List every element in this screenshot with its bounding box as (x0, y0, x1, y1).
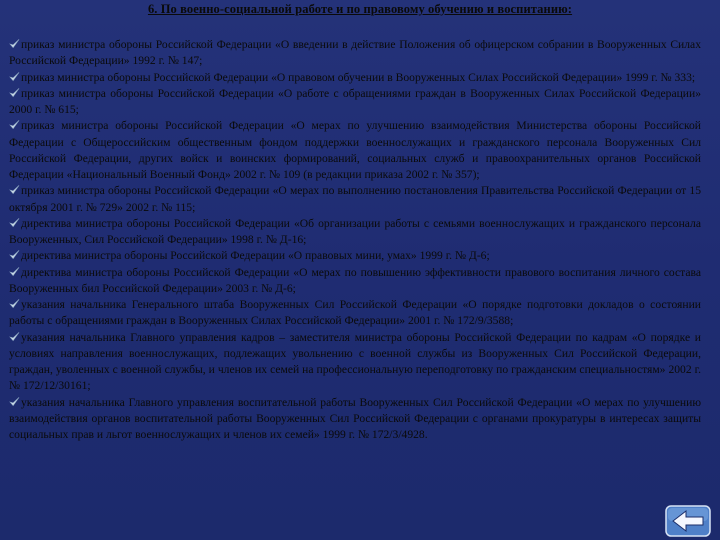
list-item-text: приказ министра обороны Российской Федерации «О мерах по улучшению взаимодействия Министерства обороны Российской Федерации с Общероссийским общественным фондом поддержки военнослужащих и гражданского персонала Вооруженных Сил Российской Федерации, других войск и воинских формирований, социальных служб и правоохранительных органов Российской Федерации «Национальный Военный Фонд» 2002 г. № 109 (в редакции приказа 2002 г. № 357); (9, 119, 701, 181)
list-item-text: приказ министра обороны Российской Федерации «О работе с обращениями граждан в Вооруженных Силах Российской Федерации» 2000 г. № 615; (9, 86, 701, 116)
list-item-text: указания начальника Главного управления воспитательной работы Вооруженных Сил Российской Федерации «О мерах по улучшению взаимодействия органов воспитательной работы Вооруженных Сил Российской Федерации с органами прокуратуры в интересах защиты социальных прав и льгот военнослужащих и членов их семей» 1999 г. № 172/3/4928. (9, 395, 701, 441)
list-item (9, 70, 701, 86)
check-icon (9, 249, 20, 260)
check-icon (9, 87, 20, 98)
list-item (9, 216, 701, 249)
check-icon (9, 184, 20, 195)
check-icon (9, 396, 20, 407)
list-item-text: указания начальника Главного управления кадров – заместителя министра обороны Российской Федерации по кадрам «О порядке и условиях направления военнослужащих, подлежащих увольнению с военной службы из Вооруженных Сил Российской Федерации, граждан, уволенных с военной службы, и членов их семей на профессиональную переподготовку по гражданским специальностям» 2002 г. № 172/12/30161; (9, 330, 701, 393)
list-item-text: директива министра обороны Российской Федерации «Об организации работы с семьями военнослужащих и гражданского персонала Вооруженных, Сил Российской Федерации» 1998 г. № Д-16; (9, 216, 701, 246)
list-item-text: указания начальника Генерального штаба Вооруженных Сил Российской Федерации «О порядке подготовки докладов о состоянии работы с обращениями граждан в Вооруженных Силах Российской Федерации» 2001 г. № 172/9/3588; (9, 298, 701, 328)
list-item (9, 86, 701, 119)
list-item-text: директива министра обороны Российской Федерации «О правовых мини, умах» 1999 г. № Д-6; (21, 249, 490, 263)
list-item (9, 248, 701, 264)
check-icon (9, 266, 20, 277)
check-icon (9, 217, 20, 228)
slide-title: 6. По военно-социальной работе и по правовому обучению и воспитанию: (147, 2, 573, 16)
check-icon (9, 331, 20, 342)
check-icon (9, 119, 20, 130)
back-arrow-icon[interactable] (665, 505, 711, 537)
list-item (9, 330, 701, 395)
check-icon (9, 298, 20, 309)
list-item-text: директива министра обороны Российской Федерации «О мерах по повышению эффективности правового воспитания личного состава Вооруженных бил Российской Федерации» 2003 г. № Д-6; (9, 265, 701, 295)
check-icon (9, 71, 20, 82)
list-item-text: приказ министра обороны Российской Федерации «О введении в действие Положения об офицерском собрании в Вооруженных Силах Российской Федерации» 1992 г. № 147; (9, 38, 701, 68)
list-item (9, 297, 701, 330)
list-item-text: приказ министра обороны Российской Федерации «О мерах по выполнению постановления Правительства Российской Федерации от 15 октября 2001 г. № 729» 2002 г. № 115; (9, 184, 701, 214)
check-icon (9, 38, 20, 49)
list-item-text: приказ министра обороны Российской Федерации «О правовом обучении в Вооруженных Силах Российской Федерации» 1999 г. № 333; (21, 70, 696, 84)
list-item (9, 265, 701, 298)
document-list (9, 37, 701, 443)
list-item (9, 118, 701, 183)
list-item (9, 37, 701, 70)
list-item (9, 395, 701, 444)
list-item (9, 183, 701, 216)
